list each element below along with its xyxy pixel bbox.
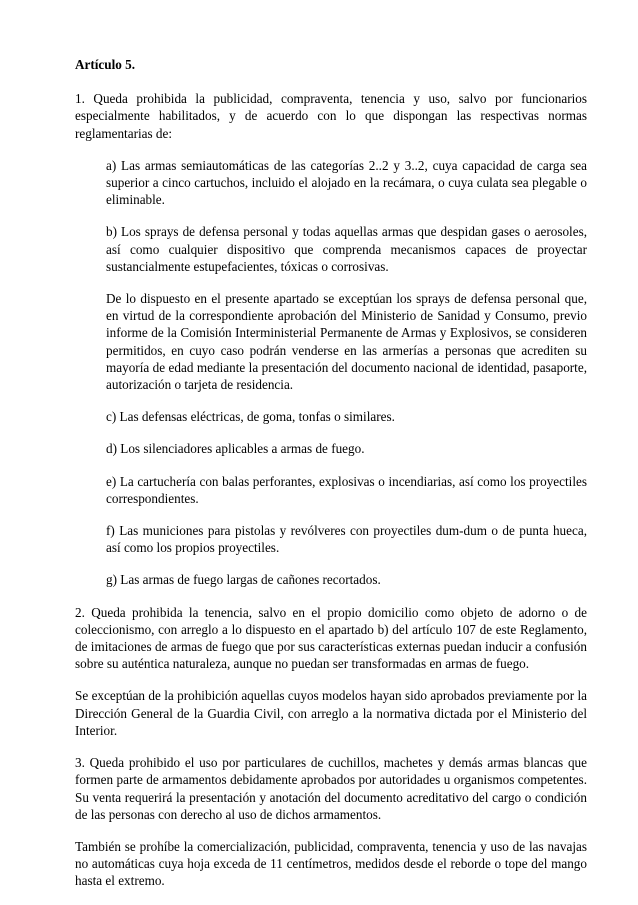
list-item-b: b) Los sprays de defensa personal y todas aquellas armas que despidan gases o aerosoles, así como cualquier dispositivo que comprenda mecanismos capaces de proyectar sustancialmente estupefacientes, tóxicas o corrosivas.	[106, 224, 587, 274]
paragraph-3-extra: También se prohíbe la comercialización, publicidad, compraventa, tenencia y uso de las navajas no automáticas cuya hoja exceda de 11 centímetros, medidos desde el reborde o tope del mango hasta el extremo.	[75, 838, 587, 889]
list-item-e: e) La cartuchería con balas perforantes, explosivas o incendiarias, así como los proyectiles correspondientes.	[106, 473, 587, 506]
list-item-g-letter: g	[106, 572, 113, 588]
paragraph-3: 3. Queda prohibido el uso por particulares de cuchillos, machetes y demás armas blancas que formen parte de armamentos debidamente aprobados por autoridades u organismos competentes. Su venta requerirá la presentación y anotación del documento acreditativo del cargo o condición de las personas con derecho al uso de dichos armamentos.	[75, 755, 587, 822]
list-item-c: c) Las defensas eléctricas, de goma, tonfas o similares.	[106, 409, 395, 425]
document-page	[75, 56, 587, 905]
list-item-f: f) Las municiones para pistolas y revólveres con proyectiles dum-dum o de punta hueca, así como los propios proyectiles.	[106, 523, 587, 556]
list-item-g-text: ) Las armas de fuego largas de cañones recortados.	[112, 572, 381, 588]
list-item-b-exception: De lo dispuesto en el presente apartado se exceptúan los sprays de defensa personal que, en virtud de la correspondiente aprobación del Ministerio de Sanidad y Consumo, previo informe de la Comisión Interministerial Permanente de Armas y Explosivos, se consideren permitidos, en cuyo caso podrán venderse en las armerías a personas que acrediten su mayoría de edad mediante la presentación del documento nacional de identidad, pasaporte, autorización o tarjeta de residencia.	[106, 291, 587, 393]
paragraph-2-exception: Se exceptúan de la prohibición aquellas cuyos modelos hayan sido aprobados previamente por la Dirección General de la Guardia Civil, con arreglo a la normativa dictada por el Ministerio del Interior.	[75, 688, 587, 738]
list-item-d: d) Los silenciadores aplicables a armas de fuego.	[106, 441, 365, 457]
paragraph-2: 2. Queda prohibida la tenencia, salvo en el propio domicilio como objeto de adorno o de coleccionismo, con arreglo a lo dispuesto en el apartado b) del artículo 107 de este Reglamento, de imitaciones de armas de fuego que por sus características externas puedan inducir a confusión sobre su auténtica naturaleza, aunque no puedan ser transformadas en armas de fuego.	[75, 604, 587, 672]
article-title: Artículo 5.	[75, 57, 136, 72]
list-item-g	[106, 571, 587, 588]
list-item-a: a) Las armas semiautomáticas de las categorías 2..2 y 3..2, cuya capacidad de carga sea superior a cinco cartuchos, incluido el alojado en la recámara, o cuya culata sea plegable o eliminable.	[106, 157, 587, 208]
paragraph-1: 1. Queda prohibida la publicidad, compraventa, tenencia y uso, salvo por funcionarios especialmente habilitados, y de acuerdo con lo que dispongan las respectivas normas reglamentarias de:	[75, 91, 587, 141]
